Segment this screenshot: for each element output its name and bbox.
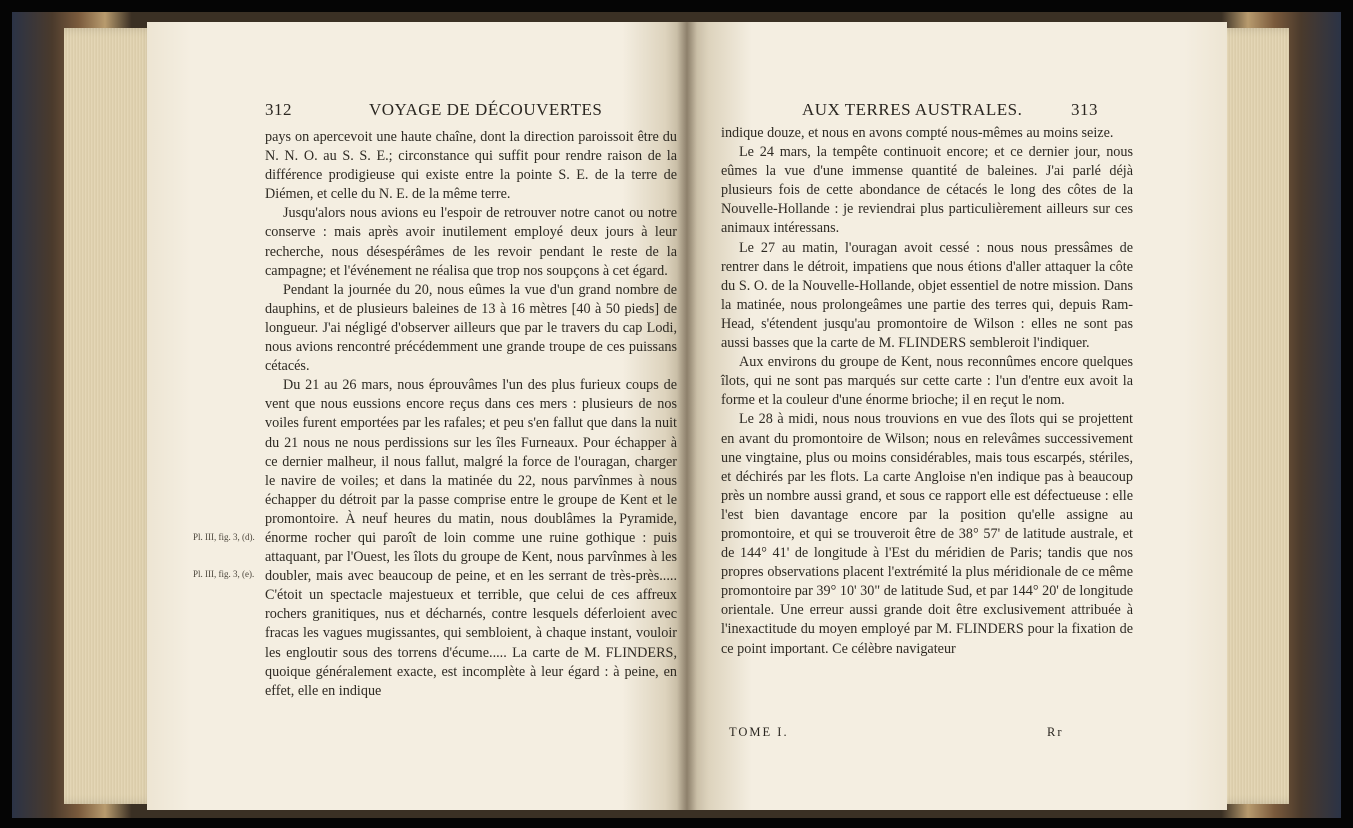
- book: [12, 12, 1341, 818]
- right-page-number: 313: [1071, 100, 1098, 119]
- left-body-text: [265, 128, 677, 701]
- paragraph: Le 24 mars, la tempête continuoit encore; et ce dernier jour, nous eûmes la vue d'une immense quantité de baleines. J'ai parlé déjà plusieurs fois de cette abondance de cétacés le long des côtes de la Nouvelle-Hollande : je reviendrai plus particulièrement ailleurs sur ces animaux intéressans.: [721, 144, 1133, 237]
- margin-note: Pl. III, fig. 3, (d).: [193, 532, 255, 542]
- paragraph: pays on apercevoit une haute chaîne, dont la direction paroissoit être du N. N. O. au S. S. E.; circonstance qui suffit pour rendre raison de la différence prodigieuse qui existe entre la pointe S. E. de la terre de Diémen, et celle du N. E. de la même terre.: [265, 129, 677, 203]
- left-page: [147, 22, 687, 810]
- paragraph: Le 28 à midi, nous nous trouvions en vue des îlots qui se projettent en avant du promontoire de Wilson; nous en relevâmes successivement une vingtaine, plus ou moins considérables, mais tous escarpés, stériles, et déchirés par les flots. La carte Angloise n'en indique pas à beaucoup près un nombre aussi grand, et sous ce rapport elle est défectueuse : elle l'est bien davantage encore par la position qu'elle assigne au promontoire, et qui se trouveroit être de 38° 57' de latitude australe, et de 144° 41' de longitude à l'Est du méridien de Paris; tandis que nos propres observations placent l'extrémité la plus méridionale de ce même promontoire par 39° 10' 30" de latitude Sud, et par 144° 20' de longitude orientale. Une erreur aussi grande doit être exclusivement attribuée à l'inexactitude du moyen employé par M. FLINDERS pour la fixation de ce point important. Ce célèbre navigateur: [721, 411, 1133, 657]
- paragraph: indique douze, et nous en avons compté nous-mêmes au moins seize.: [721, 125, 1114, 141]
- book-gutter: [677, 22, 697, 810]
- right-page: [687, 22, 1227, 810]
- paragraph: Jusqu'alors nous avions eu l'espoir de retrouver notre canot ou notre conserve : mais après avoir inutilement employé deux jours à leur recherche, nous désespérâmes de les revoir pendant le reste de la campagne; et l'événement ne réalisa que trop nos soupçons à cet égard.: [265, 205, 677, 279]
- right-body-text: [721, 124, 1133, 659]
- paragraph: Du 21 au 26 mars, nous éprouvâmes l'un des plus furieux coups de vent que nous eussions encore reçus dans ces mers : plusieurs de nos voiles furent emportées par les rafales; et peu s'en fallut que dans la nuit du 21 nous ne nous perdissions sur les îles Furneaux. Pour échapper à ce dernier malheur, il nous fallut, malgré la force de l'ouragan, charger le navire de voiles; et dans la matinée du 22, nous parvînmes à nous échapper du détroit par la passe comprise entre le groupe de Kent et le promontoire. À neuf heures du matin, nous doublâmes la Pyramide, énorme rocher qui paroît de loin comme une ruine gothique : puis attaquant, par l'Ouest, les îlots du groupe de Kent, nous parvînmes à les doubler, mais avec beaucoup de peine, et en les serrant de très-près..... C'étoit un spectacle majestueux et terrible, que celui de ces affreux rochers granitiques, nus et décharnés, contre lesquels déferloient avec fracas les vagues mugissantes, qui sembloient, à chaque instant, vouloir les engloutir sous des torrens d'écume..... La carte de M. FLINDERS, quoique généralement exacte, est incomplète à leur égard : à peine, en effet, elle en indique: [265, 377, 677, 699]
- left-page-edges: [64, 28, 159, 804]
- left-page-number: 312: [265, 100, 292, 119]
- footer-signature: Rr: [1047, 725, 1064, 739]
- paragraph: Le 27 au matin, l'ouragan avoit cessé : nous nous pressâmes de rentrer dans le détroit, impatiens que nous étions d'aller attaquer la côte du S. O. de la Nouvelle-Hollande, objet essentiel de notre mission. Dans la matinée, nous prolongeâmes une partie des terres qui, depuis Ram-Head, s'étendent jusqu'au promontoire de Wilson : elles ne sont pas aussi basses que la carte de M. FLINDERS sembleroit l'indiquer.: [721, 239, 1133, 352]
- right-running-title: AUX TERRES AUSTRALES.: [802, 100, 1023, 119]
- margin-note: Pl. III, fig. 3, (e).: [193, 569, 255, 579]
- footer-volume: TOME I.: [729, 725, 789, 739]
- paragraph: Aux environs du groupe de Kent, nous reconnûmes encore quelques îlots, qui ne sont pas marqués sur cette carte : l'un d'entre eux avoit la forme et la couleur d'une énorme brioche; il en reçut le nom.: [721, 354, 1133, 409]
- left-running-head: [265, 100, 685, 124]
- paragraph: Pendant la journée du 20, nous eûmes la vue d'un grand nombre de dauphins, et de plusieurs baleines de 13 à 16 mètres [40 à 50 pieds] de longueur. J'ai négligé d'observer ailleurs que par le travers du cap Lodi, nous avions rencontré précédemment une grande troupe de ces puissans cétacés.: [265, 281, 677, 375]
- left-running-title: VOYAGE DE DÉCOUVERTES: [369, 100, 603, 119]
- right-running-head: [697, 100, 1117, 124]
